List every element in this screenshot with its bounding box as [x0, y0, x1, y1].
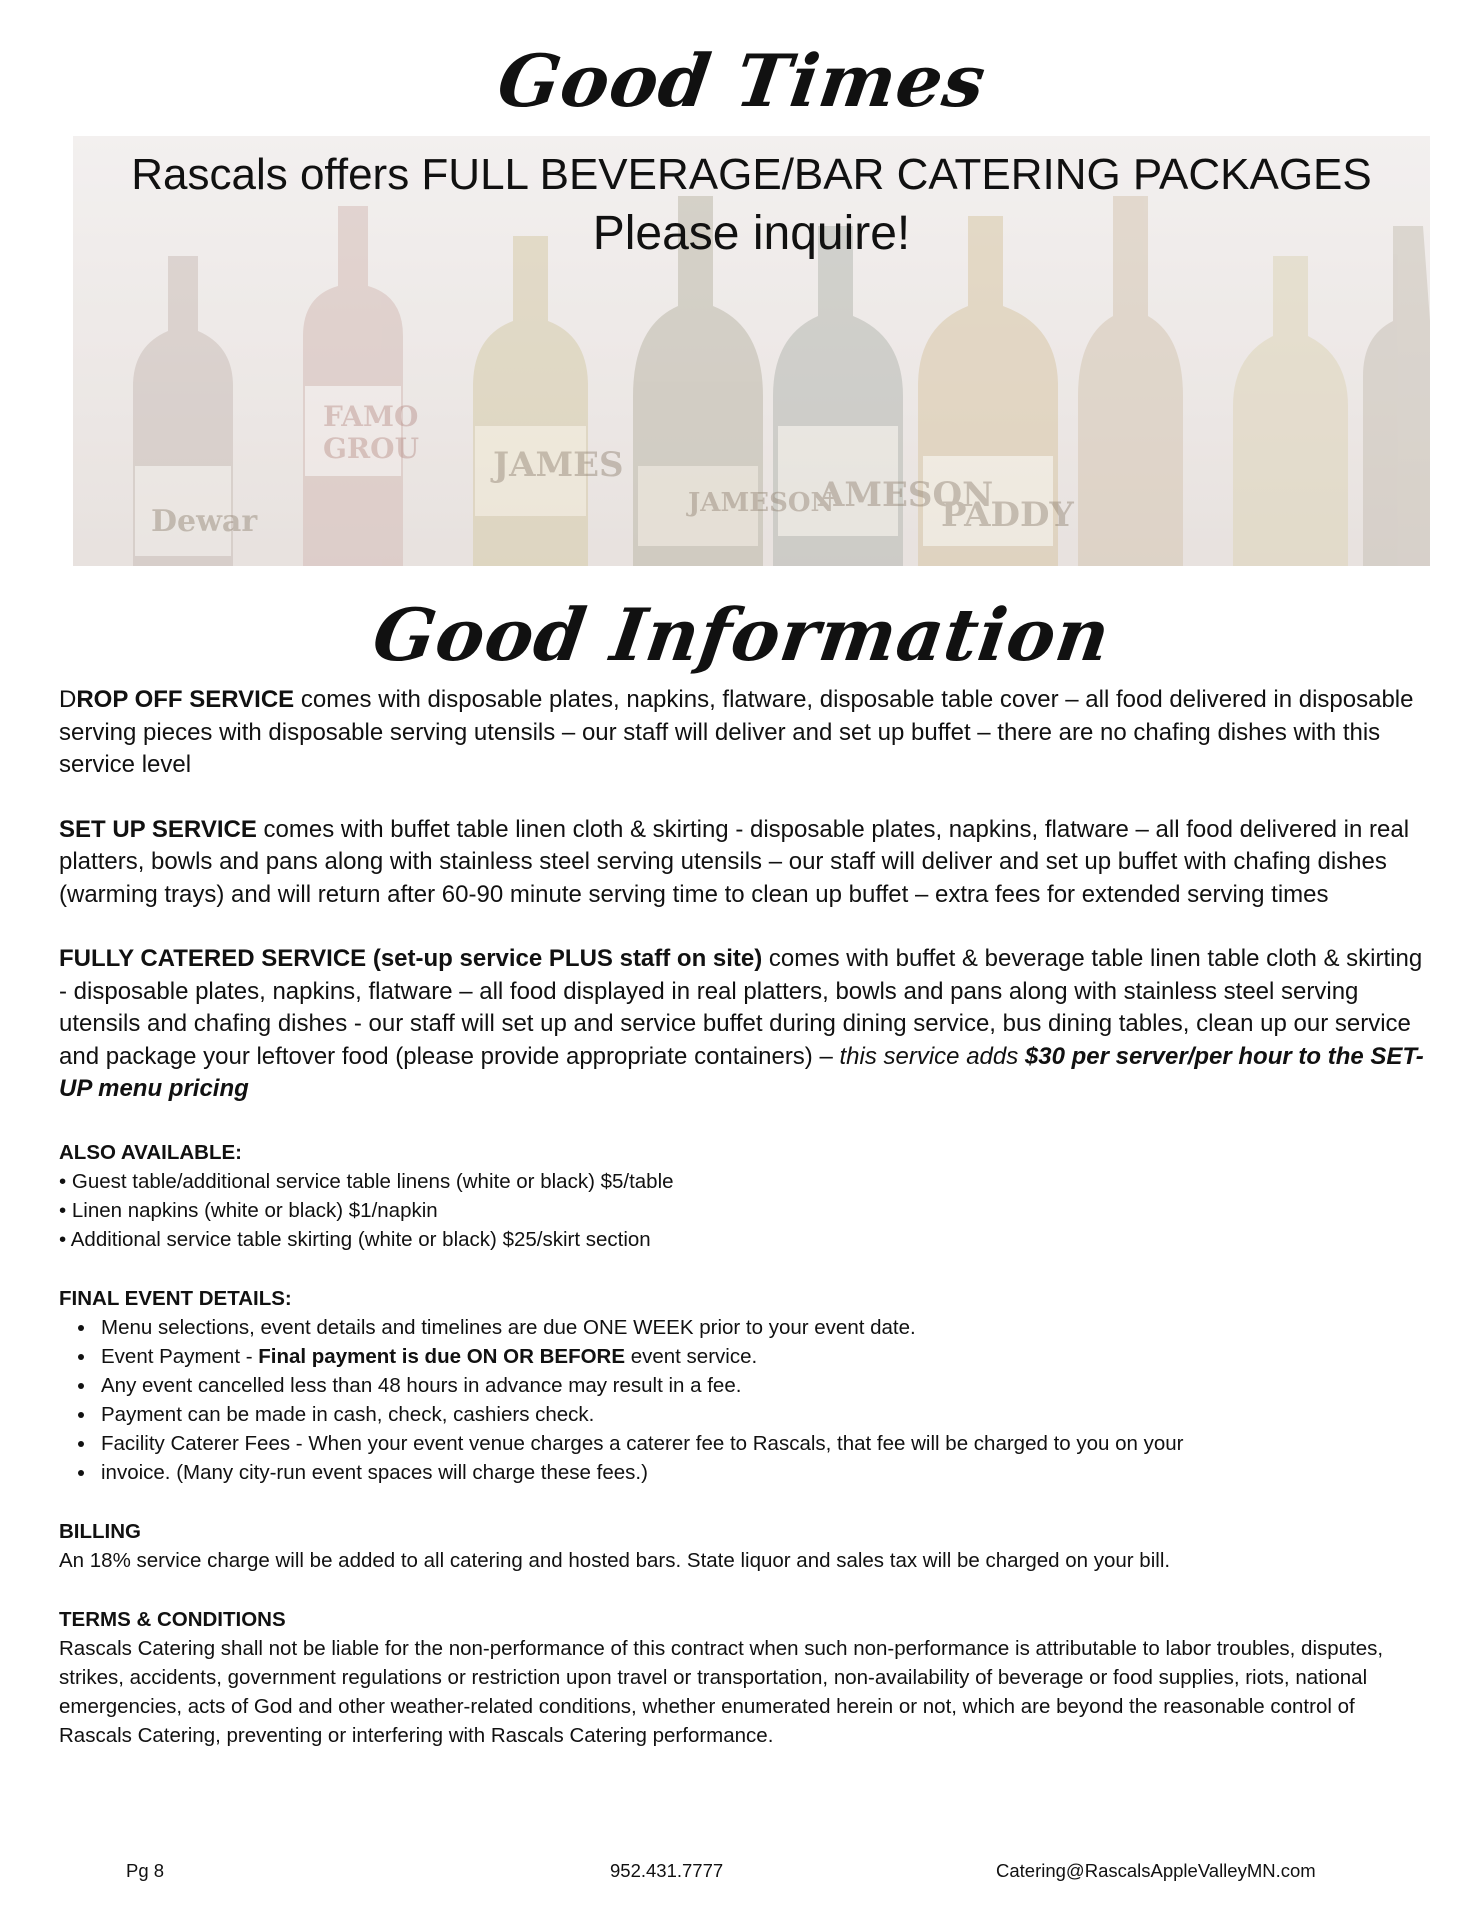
list-item: • invoice. (Many city-run event spaces will charge these fees.): [97, 1458, 1425, 1487]
list-item: • Event Payment - Final payment is due ON OR BEFORE event service.: [97, 1342, 1425, 1371]
section-title-good-information: Good Information: [368, 592, 1116, 677]
set-up-service-paragraph: [59, 814, 1425, 912]
list-item: • Facility Caterer Fees - When your event venue charges a caterer fee to Rascals, that fee will be charged to you on your: [97, 1429, 1425, 1458]
final-payment-emphasis: Final payment is due ON OR BEFORE: [258, 1344, 626, 1368]
final-event-details-heading: FINAL EVENT DETAILS:: [59, 1286, 292, 1310]
list-item: • Guest table/additional service table linens (white or black) $5/table: [59, 1169, 674, 1193]
bottle-label-famous: FAMO: [323, 400, 419, 433]
banner-headline: Rascals offers FULL BEVERAGE/BAR CATERING PACKAGES: [131, 150, 1372, 199]
billing-text: An 18% service charge will be added to all catering and hosted bars. State liquor and sales tax will be charged on your bill.: [59, 1548, 1171, 1572]
fully-catered-service-pricing: $30 per server/per hour to the SET-UP menu pricing: [59, 1042, 1424, 1102]
fully-catered-service-text: comes with buffet & beverage table linen table cloth & skirting - disposable plates, napkins, flatware – all food displayed in real platters, bowls and pans along with stainless steel serving utensils and chafing dishes - our staff will set up and service buffet during dining service, bus dining tables, clean up our service and package your leftover food (please provide appropriate containers) –: [59, 945, 1423, 1070]
bottle-label-dewar: Dewar: [151, 504, 258, 539]
drop-off-initial: D: [59, 686, 77, 713]
also-available-section: [59, 1138, 1425, 1254]
drop-off-service-text: comes with disposable plates, napkins, flatware, disposable table cover – all food delivered in disposable serving pieces with disposable serving utensils – our staff will deliver and set up buffet – there are no chafing dishes with this service level: [59, 686, 1414, 778]
bottle-label-jameson-2: AMESON: [818, 475, 994, 515]
banner-subheadline: Please inquire!: [592, 207, 911, 260]
list-item: • Additional service table skirting (white or black) $25/skirt section: [59, 1227, 651, 1251]
fully-catered-service-label: FULLY CATERED SERVICE (set-up service PLUS staff on site): [59, 945, 763, 972]
bottle-label-jameson-1: JAMESON: [688, 488, 835, 518]
beverage-banner: [73, 136, 1430, 566]
also-available-heading: ALSO AVAILABLE:: [59, 1140, 242, 1164]
liquor-bottles-image: [73, 136, 1430, 566]
email-address: Catering@RascalsAppleValleyMN.com: [996, 1860, 1316, 1881]
fully-catered-service-paragraph: [59, 943, 1425, 1106]
phone-number: 952.431.7777: [610, 1860, 724, 1881]
billing-section: [59, 1517, 1425, 1575]
page-number: Pg 8: [126, 1860, 165, 1881]
fully-catered-service-note: this service adds: [839, 1042, 1025, 1070]
list-item: • Payment can be made in cash, check, cashiers check.: [97, 1400, 1425, 1429]
final-event-details-section: [59, 1284, 1425, 1487]
information-content: [59, 684, 1425, 1780]
svg-text:GROU: GROU: [323, 432, 419, 465]
terms-section: [59, 1605, 1425, 1750]
terms-heading: TERMS & CONDITIONS: [59, 1607, 286, 1631]
page-title-good-times: Good Times: [492, 38, 992, 123]
drop-off-service-paragraph: [59, 684, 1425, 782]
list-item: • Linen napkins (white or black) $1/napkin: [59, 1198, 438, 1222]
bottle-label-james: JAMES: [493, 445, 624, 485]
terms-text: Rascals Catering shall not be liable for the non-performance of this contract when such non-performance is attributable to labor troubles, disputes, strikes, accidents, government regulations or restriction upon travel or transportation, non-availability of beverage or food supplies, riots, national emergencies, acts of God and other weather-related conditions, whether enumerated herein or not, which are beyond the reasonable control of Rascals Catering, preventing or interfering with Rascals Catering performance.: [59, 1636, 1384, 1747]
set-up-service-label: SET UP SERVICE: [59, 815, 257, 843]
list-item: • Any event cancelled less than 48 hours in advance may result in a fee.: [97, 1371, 1425, 1400]
drop-off-service-label: ROP OFF SERVICE: [76, 686, 295, 713]
list-item: • Menu selections, event details and timelines are due ONE WEEK prior to your event date.: [97, 1313, 1425, 1342]
set-up-service-text: comes with buffet table linen cloth & skirting - disposable plates, napkins, flatware – all food delivered in real platters, bowls and pans along with stainless steel serving utensils – our staff will deliver and set up buffet with chafing dishes (warming trays) and will return after 60-90 minute serving time to clean up buffet – extra fees for extended serving times: [59, 815, 1410, 908]
bottle-label-paddy: PADDY: [941, 495, 1074, 535]
billing-heading: BILLING: [59, 1519, 141, 1543]
